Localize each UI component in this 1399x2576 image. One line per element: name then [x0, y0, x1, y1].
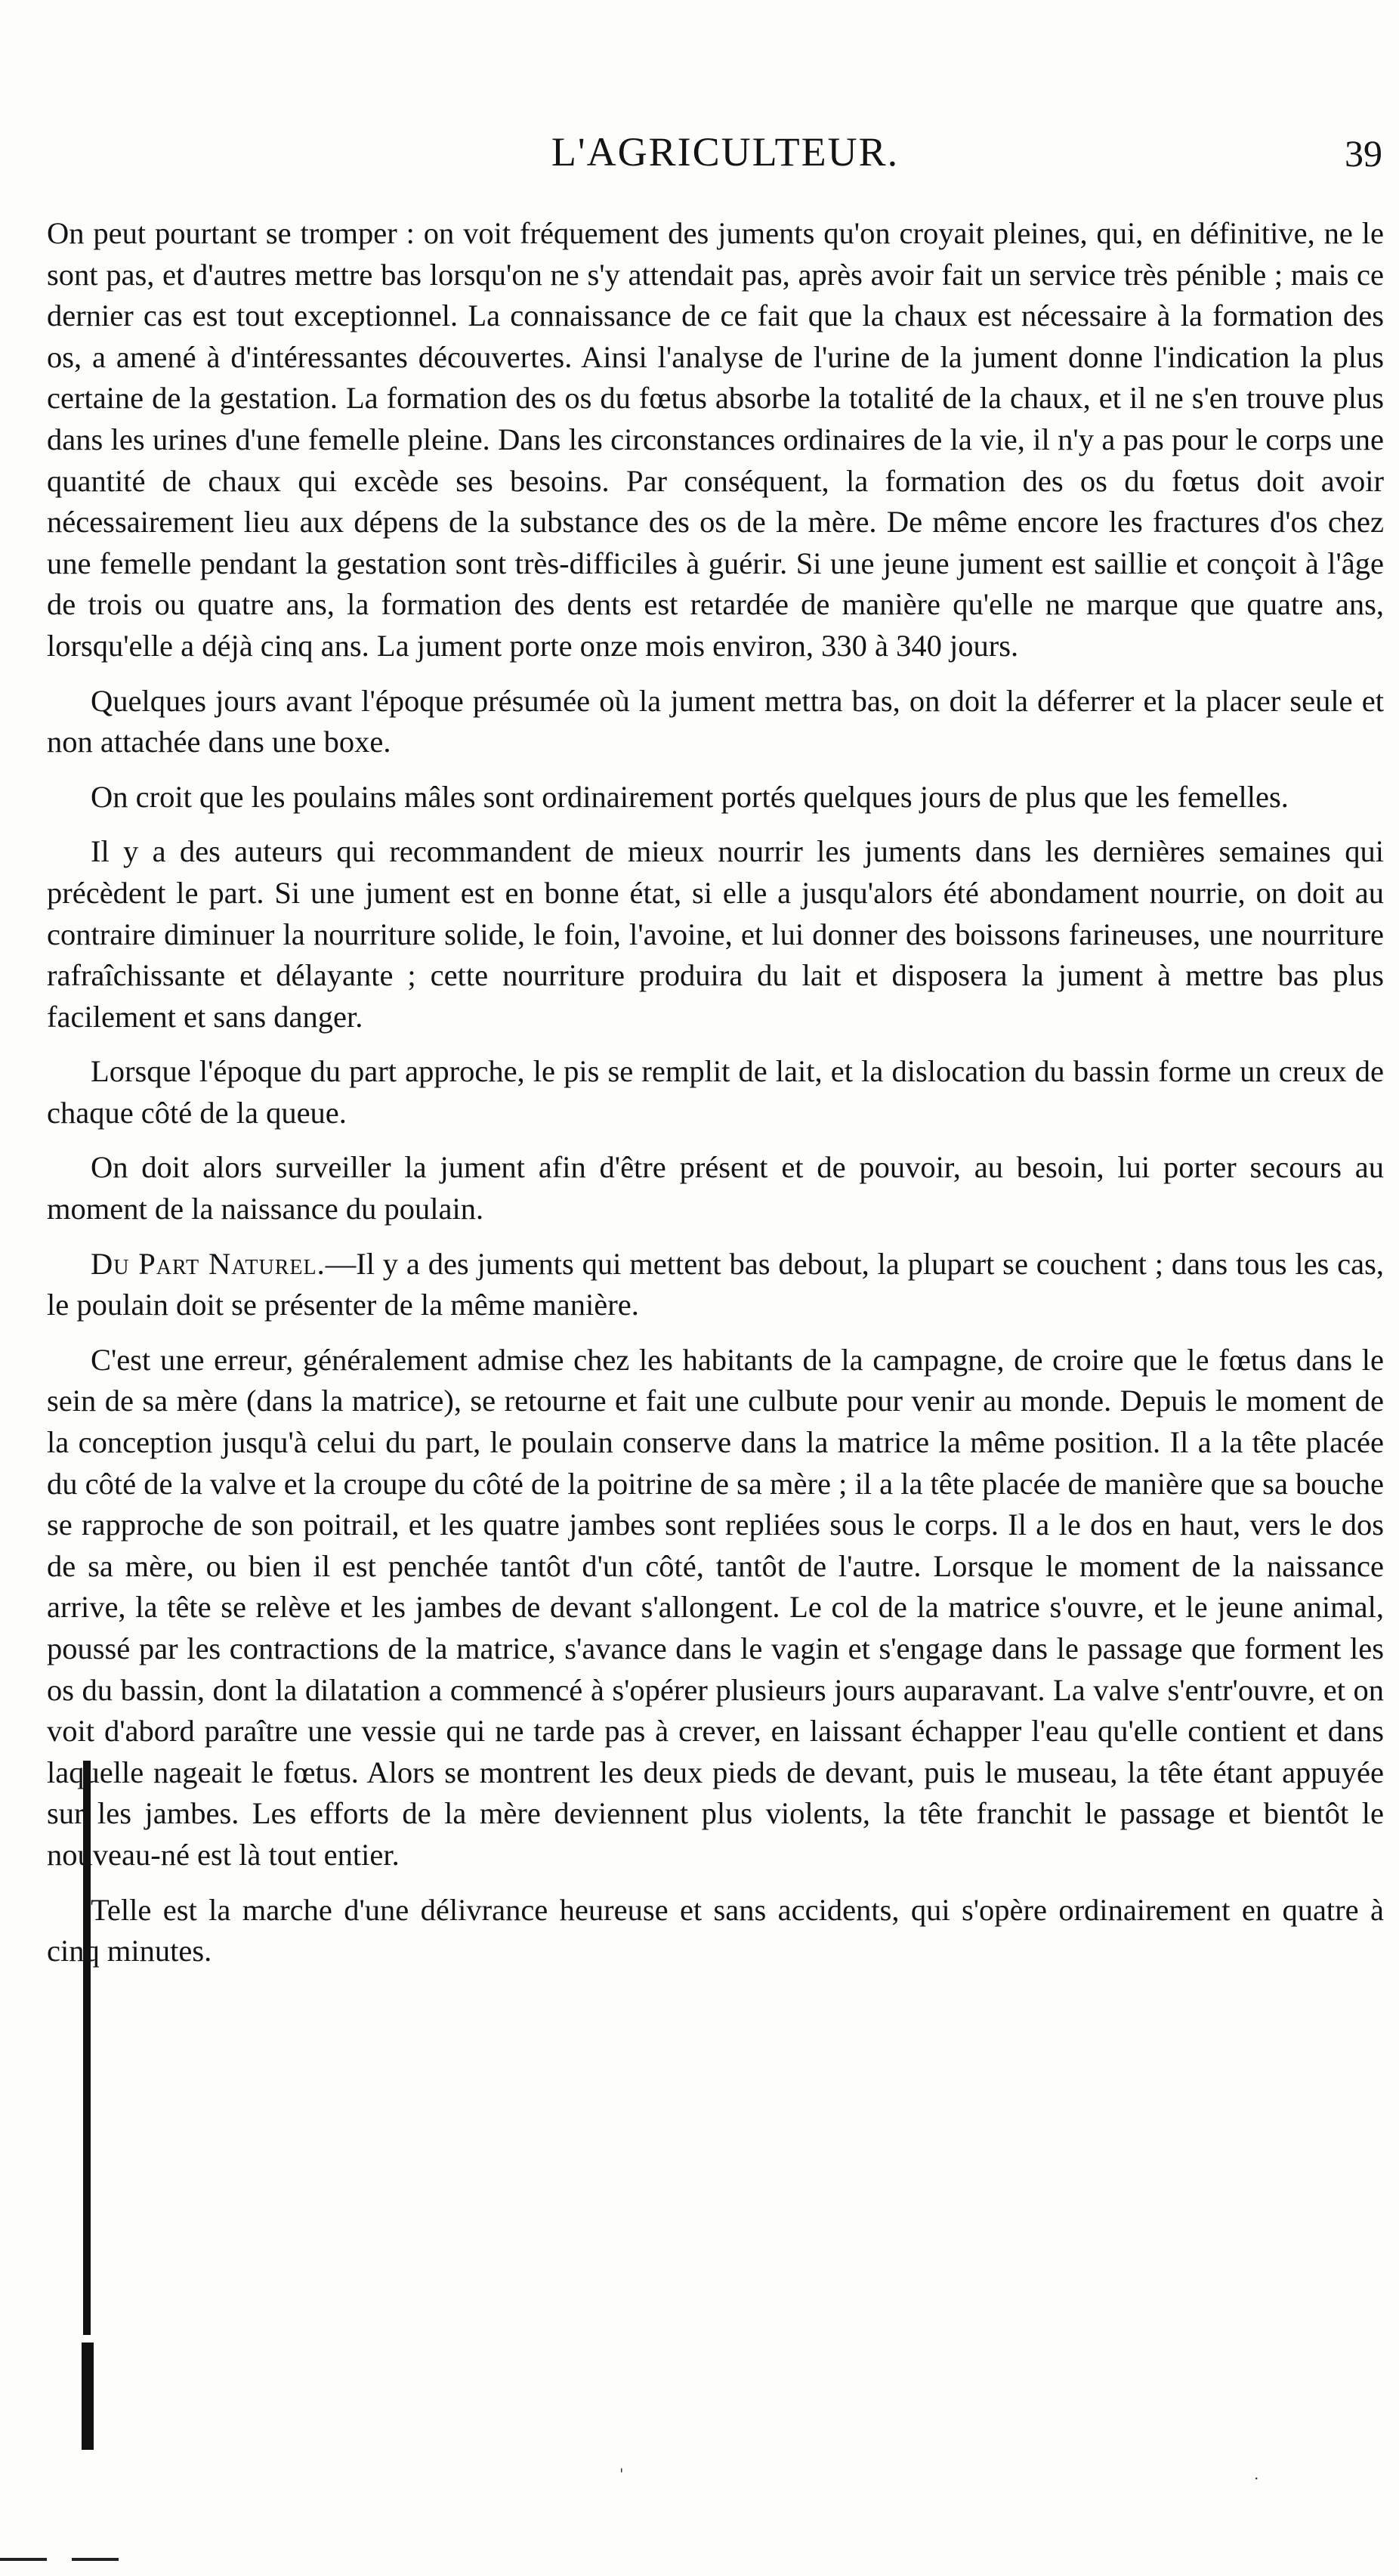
bottom-rule: [0, 2558, 47, 2561]
print-speck: .: [1254, 2465, 1259, 2483]
paragraph-gestation: On peut pourtant se tromper : on voit fréquement des juments qu'on croyait pleines, qui, en définitive, ne le sont pas, et d'autres mettre bas lorsqu'on ne s'y attendait pas, après avoir fait un service très pénible ; mais ce dernier cas est tout exceptionnel. La connaissance de ce fait que la chaux est nécessaire à la formation des os, a amené à d'intéressantes découvertes. Ainsi l'analyse de l'urine de la jument donne l'indication la plus certaine de la gestation. La formation des os du fœtus absorbe la totalité de la chaux, et il ne s'en trouve plus dans les urines d'une femelle pleine. Dans les circonstances ordinaires de la vie, il n'y a pas pour le corps une quantité de chaux qui excède ses besoins. Par conséquent, la formation des os du fœtus doit avoir nécessairement lieu aux dépens de la substance des os de la mère. De même encore les fractures d'os chez une femelle pendant la gestation sont très-difficiles à guérir. Si une jeune jument est saillie et conçoit à l'âge de trois ou quatre ans, la formation des dents est retardée de manière qu'elle ne marque que quatre ans, lorsqu'elle a déjà cinq ans. La jument porte onze mois environ, 330 à 340 jours.: [47, 216, 1384, 663]
paragraph-surveiller: On doit alors surveiller la jument afin d'être présent et de pouvoir, au besoin, lui porter secours au moment de la naissance du poulain.: [47, 1150, 1384, 1226]
paragraph-nourriture: Il y a des auteurs qui recommandent de mieux nourrir les juments dans les dernières semaines qui précèdent le part. Si une jument est en bonne état, si elle a jusqu'alors été abondament nourrie, on doit au contraire diminuer la nourriture solide, le foin, l'avoine, et lui donner des boissons farineuses, une nourriture rafraîchissante et délayante ; cette nourriture produira du lait et disposera la jument à mettre bas plus facilement et sans danger.: [47, 834, 1384, 1034]
running-title: L'AGRICULTEUR.: [551, 129, 900, 175]
body-text: [47, 213, 1384, 1986]
section-heading: Du Part Naturel.: [91, 1246, 326, 1281]
paragraph-delivrance: Telle est la marche d'une délivrance heureuse et sans accidents, qui s'opère ordinairement en quatre à cinq minutes.: [47, 1892, 1384, 1968]
paragraph-part-approche: Lorsque l'époque du part approche, le pis se remplit de lait, et la dislocation du bassin forme un creux de chaque côté de la queue.: [47, 1054, 1384, 1130]
paragraph-position-foetus: C'est une erreur, généralement admise chez les habitants de la campagne, de croire que le fœtus dans le sein de sa mère (dans la matrice), se retourne et fait une culbute pour venir au monde. Depuis le moment de la conception jusqu'à celui du part, le poulain conserve dans la matrice la même position. Il a la tête placée du côté de la valve et la croupe du côté de la poitrine de sa mère ; il a la tête placée de manière que sa bouche se rapproche de son poitrail, et les quatre jambes sont repliées sous le corps. Il a le dos en haut, vers le dos de sa mère, ou bien il est penchée tantôt d'un côté, tantôt de l'autre. Lorsque le moment de la naissance arrive, la tête se relève et les jambes de devant s'allongent. Le col de la matrice s'ouvre, et le jeune animal, poussé par les contractions de la matrice, s'avance dans le vagin et s'engage dans le passage que forment les os du bassin, dont la dilatation a commencé à s'opérer plusieurs jours auparavant. La valve s'entr'ouvre, et on voit d'abord paraître une vessie qui ne tarde pas à crever, en laissant échapper l'eau qu'elle contient et dans laquelle nageait le fœtus. Alors se montrent les deux pieds de devant, puis le museau, la tête étant appuyée sur les jambes. Les efforts de la mère deviennent plus violents, la tête franchit le passage et bientôt le nouveau-né est là tout entier.: [47, 1342, 1384, 1872]
paragraph-poulains-males: On croit que les poulains mâles sont ordinairement portés quelques jours de plus que les femelles.: [91, 779, 1289, 814]
section-heading-text: —Il y a des juments qui mettent bas debout, la plupart se couchent ; dans tous les cas, le poulain doit se présenter de la même manière.: [47, 1246, 1384, 1322]
margin-bar-lower: [82, 2343, 94, 2450]
bottom-rule: [72, 2558, 119, 2561]
print-speck: ': [619, 2465, 624, 2483]
page-number: 39: [1345, 132, 1382, 175]
paragraph-part-naturel: [47, 1244, 1384, 1326]
paragraph-deferrer: Quelques jours avant l'époque présumée où la jument mettra bas, on doit la déferrer et la placer seule et non attachée dans une boxe.: [47, 683, 1384, 759]
page-header: [68, 128, 1382, 189]
